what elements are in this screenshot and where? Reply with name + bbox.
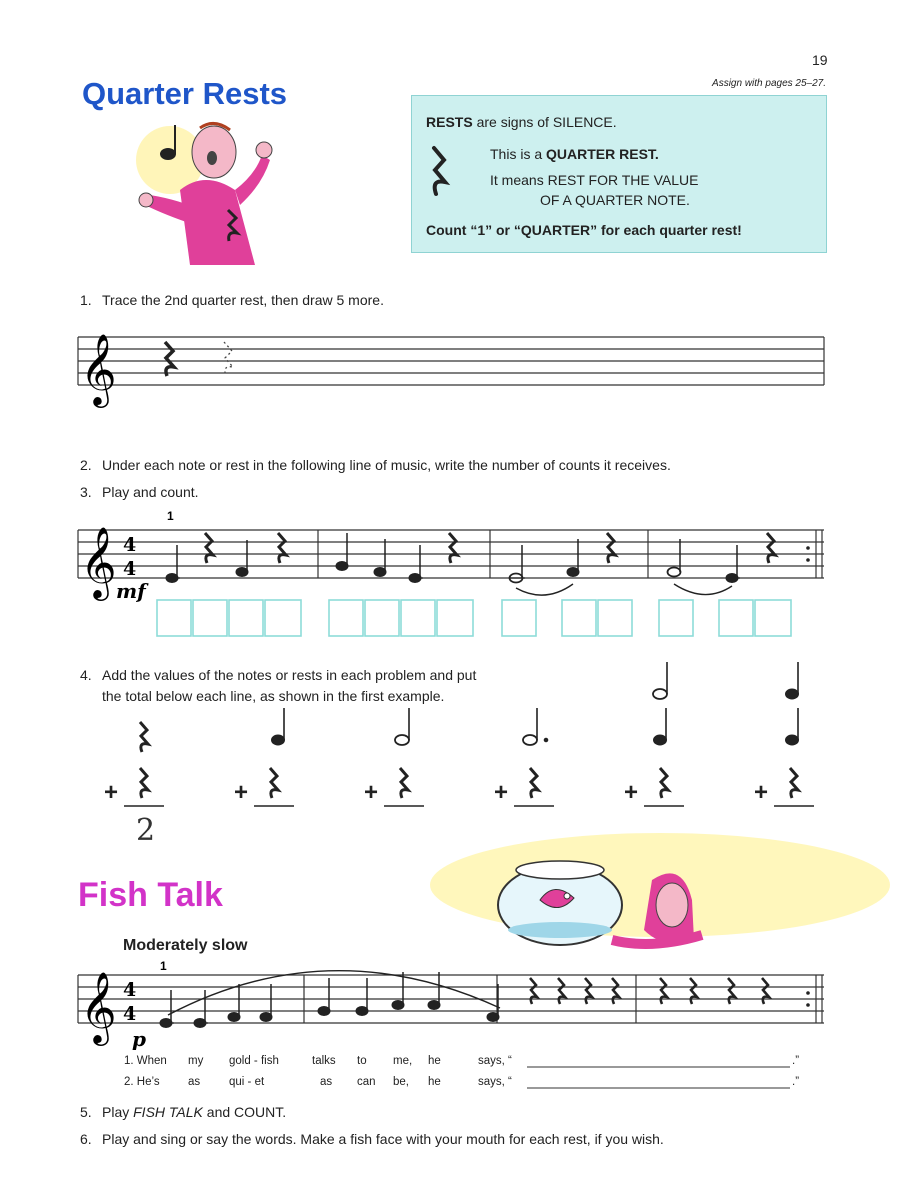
count-box[interactable] bbox=[755, 600, 791, 636]
rest bbox=[449, 533, 457, 563]
question-3: 3. Play and count. bbox=[80, 484, 199, 500]
count-box[interactable] bbox=[265, 600, 301, 636]
note bbox=[374, 568, 386, 577]
section-title-fish-talk: Fish Talk bbox=[78, 876, 223, 914]
quarter-rest-example bbox=[165, 342, 174, 376]
count-box[interactable] bbox=[157, 600, 191, 636]
rest-meaning-line2: OF A QUARTER NOTE. bbox=[540, 192, 690, 208]
rest bbox=[140, 722, 148, 752]
rest-meaning-line1: It means REST FOR THE VALUE bbox=[490, 172, 699, 188]
staff-1 bbox=[78, 337, 824, 385]
count-box[interactable] bbox=[502, 600, 536, 636]
count-box[interactable] bbox=[365, 600, 399, 636]
count-boxes[interactable] bbox=[157, 600, 791, 636]
rest bbox=[270, 768, 278, 798]
section-title-quarter-rests: Quarter Rests bbox=[82, 76, 288, 111]
rest bbox=[205, 533, 213, 563]
example-answer: 2 bbox=[136, 813, 156, 848]
dynamic-mf: mf bbox=[116, 579, 146, 603]
count-box[interactable] bbox=[719, 600, 753, 636]
svg-text:+: + bbox=[104, 779, 119, 806]
half-note bbox=[668, 568, 681, 577]
count-instruction: Count “1” or “QUARTER” for each quarter rest! bbox=[426, 222, 742, 238]
time-sig-bottom: 4 bbox=[123, 558, 137, 580]
staff-3 bbox=[78, 975, 824, 1023]
staff-3-notes bbox=[160, 972, 769, 1028]
rest bbox=[607, 533, 615, 563]
slur bbox=[168, 971, 500, 1015]
rest bbox=[530, 768, 538, 798]
note bbox=[336, 562, 348, 571]
treble-clef-icon: 𝄞 bbox=[80, 970, 117, 1043]
tie bbox=[674, 584, 732, 595]
assign-note: Assign with pages 25–27. bbox=[712, 78, 826, 89]
tempo-marking: Moderately slow bbox=[123, 937, 248, 954]
time-sig-top: 4 bbox=[123, 979, 137, 1001]
count-box[interactable] bbox=[659, 600, 693, 636]
treble-clef-icon: 𝄞 bbox=[80, 525, 117, 598]
question-2: 2. Under each note or rest in the following line of music, write the number of counts it receives. bbox=[80, 457, 671, 473]
note bbox=[567, 568, 579, 577]
rest bbox=[278, 533, 286, 563]
page-number: 19 bbox=[812, 52, 828, 68]
note bbox=[236, 568, 248, 577]
count-box[interactable] bbox=[401, 600, 435, 636]
fish-illustration bbox=[430, 833, 890, 945]
rest bbox=[767, 533, 775, 563]
time-sig-bottom: 4 bbox=[123, 1003, 137, 1025]
svg-text:+: + bbox=[234, 779, 249, 806]
quarter-rest-trace bbox=[224, 342, 233, 376]
svg-text:+: + bbox=[364, 779, 379, 806]
rest bbox=[140, 768, 148, 798]
question-5: 5. Play FISH TALK and COUNT. bbox=[80, 1104, 287, 1120]
tie bbox=[516, 584, 573, 595]
treble-clef-icon: 𝄞 bbox=[80, 332, 117, 405]
plus-signs bbox=[104, 779, 768, 806]
rest bbox=[790, 768, 798, 798]
count-box[interactable] bbox=[329, 600, 363, 636]
question-4: 4. Add the values of the notes or rests in each problem and put the total below each line, as shown in the first example. bbox=[80, 667, 477, 704]
count-box[interactable] bbox=[562, 600, 596, 636]
count-box[interactable] bbox=[598, 600, 632, 636]
count-box[interactable] bbox=[437, 600, 473, 636]
rest bbox=[400, 768, 408, 798]
rest bbox=[660, 768, 668, 798]
quarter-rest-label: This is a QUARTER REST. bbox=[490, 146, 659, 162]
svg-text:+: + bbox=[494, 779, 509, 806]
count-box[interactable] bbox=[193, 600, 227, 636]
dynamic-p: p bbox=[132, 1027, 146, 1051]
question-6: 6. Play and sing or say the words. Make a fish face with your mouth for each rest, if you wish. bbox=[80, 1131, 664, 1147]
count-box[interactable] bbox=[229, 600, 263, 636]
svg-text:+: + bbox=[754, 779, 769, 806]
rests-definition: RESTS are signs of SILENCE. bbox=[426, 114, 617, 130]
time-sig-top: 4 bbox=[123, 534, 137, 556]
svg-text:+: + bbox=[624, 779, 639, 806]
first-count-label: 1 bbox=[160, 959, 167, 973]
first-count-label: 1 bbox=[167, 509, 174, 523]
question-1: 1. Trace the 2nd quarter rest, then draw 5 more. bbox=[80, 292, 384, 308]
